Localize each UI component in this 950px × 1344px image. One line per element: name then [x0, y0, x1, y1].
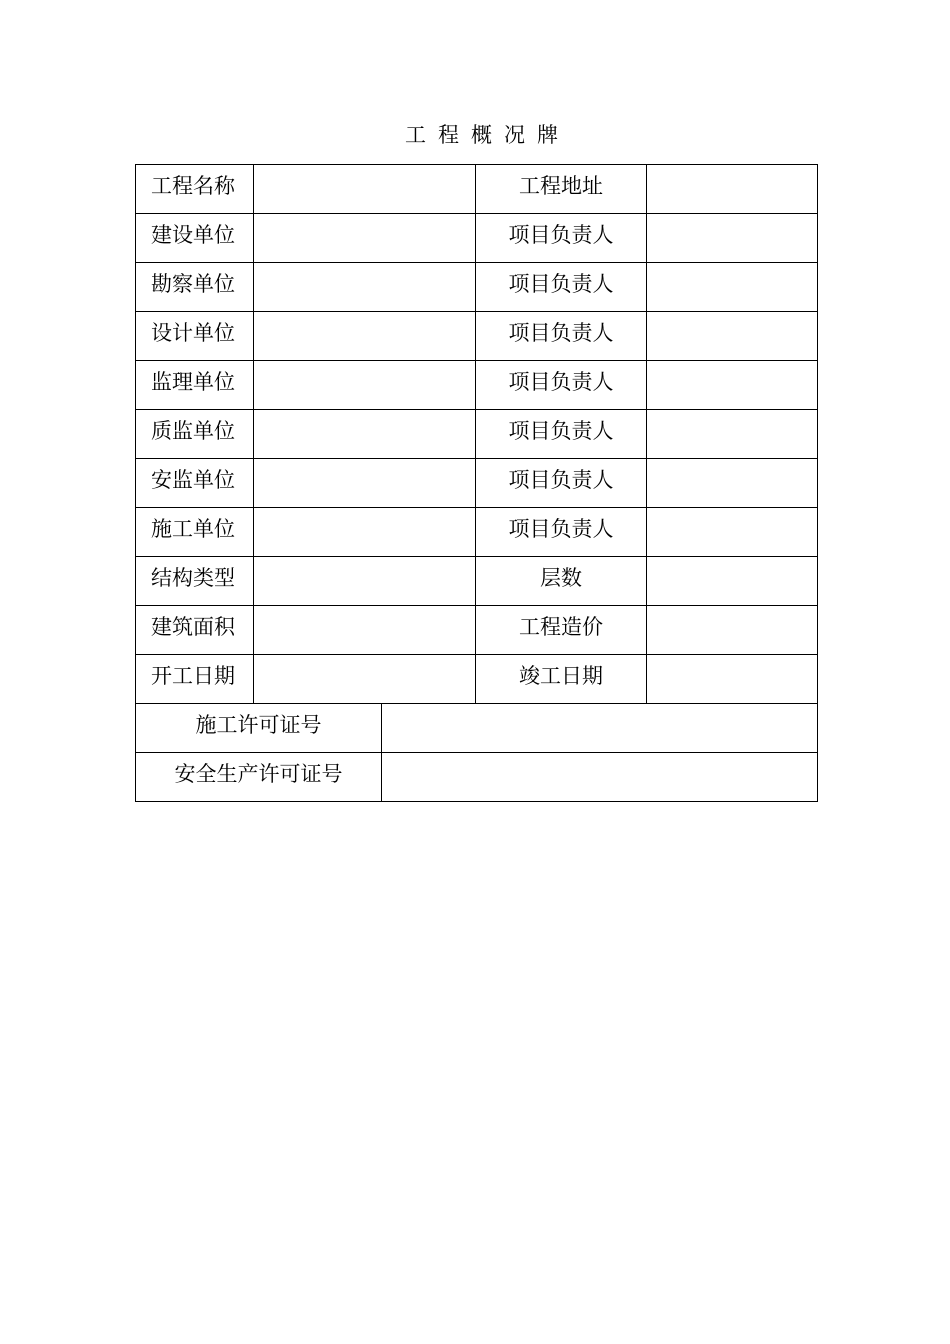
permit-row: [136, 753, 818, 802]
row-secondary-value-field[interactable]: [647, 165, 818, 214]
permit-row: [136, 704, 818, 753]
row-value-field[interactable]: [254, 508, 476, 557]
row-value-field[interactable]: [254, 557, 476, 606]
row-secondary-value-field[interactable]: [647, 214, 818, 263]
row-secondary-value-field[interactable]: [647, 655, 818, 704]
row-value-field[interactable]: [254, 165, 476, 214]
permit-label: 施工许可证号: [136, 704, 382, 753]
row-value-field[interactable]: [254, 263, 476, 312]
row-secondary-value-field[interactable]: [647, 606, 818, 655]
table-row: [136, 459, 818, 508]
row-secondary-label: 项目负责人: [476, 214, 647, 263]
row-secondary-label: 项目负责人: [476, 263, 647, 312]
row-value-field[interactable]: [254, 606, 476, 655]
row-secondary-label: 项目负责人: [476, 312, 647, 361]
row-secondary-label: 项目负责人: [476, 410, 647, 459]
row-label: 监理单位: [136, 361, 254, 410]
row-secondary-value-field[interactable]: [647, 410, 818, 459]
row-label: 建筑面积: [136, 606, 254, 655]
table-row: [136, 606, 818, 655]
row-label: 建设单位: [136, 214, 254, 263]
row-value-field[interactable]: [254, 410, 476, 459]
row-label: 安监单位: [136, 459, 254, 508]
permit-label: 安全生产许可证号: [136, 753, 382, 802]
row-value-field[interactable]: [254, 312, 476, 361]
row-label: 工程名称: [136, 165, 254, 214]
row-label: 勘察单位: [136, 263, 254, 312]
table-row: [136, 655, 818, 704]
row-label: 施工单位: [136, 508, 254, 557]
table-row: [136, 263, 818, 312]
table-row: [136, 214, 818, 263]
project-overview-table: [135, 164, 818, 802]
row-secondary-label: 项目负责人: [476, 508, 647, 557]
table-row: [136, 165, 818, 214]
row-label: 质监单位: [136, 410, 254, 459]
row-secondary-label: 工程地址: [476, 165, 647, 214]
row-secondary-value-field[interactable]: [647, 312, 818, 361]
row-secondary-value-field[interactable]: [647, 459, 818, 508]
row-secondary-label: 层数: [476, 557, 647, 606]
table-row: [136, 361, 818, 410]
row-secondary-value-field[interactable]: [647, 557, 818, 606]
table-row: [136, 508, 818, 557]
row-value-field[interactable]: [254, 361, 476, 410]
row-value-field[interactable]: [254, 459, 476, 508]
row-value-field[interactable]: [254, 214, 476, 263]
permit-value-field[interactable]: [382, 704, 818, 753]
row-secondary-label: 项目负责人: [476, 459, 647, 508]
row-secondary-value-field[interactable]: [647, 263, 818, 312]
row-secondary-label: 项目负责人: [476, 361, 647, 410]
row-secondary-value-field[interactable]: [647, 361, 818, 410]
page-title: 工程概况牌: [405, 123, 570, 147]
row-secondary-value-field[interactable]: [647, 508, 818, 557]
row-secondary-label: 竣工日期: [476, 655, 647, 704]
row-secondary-label: 工程造价: [476, 606, 647, 655]
row-value-field[interactable]: [254, 655, 476, 704]
row-label: 开工日期: [136, 655, 254, 704]
table-row: [136, 410, 818, 459]
permit-value-field[interactable]: [382, 753, 818, 802]
row-label: 结构类型: [136, 557, 254, 606]
table-row: [136, 557, 818, 606]
row-label: 设计单位: [136, 312, 254, 361]
table-row: [136, 312, 818, 361]
